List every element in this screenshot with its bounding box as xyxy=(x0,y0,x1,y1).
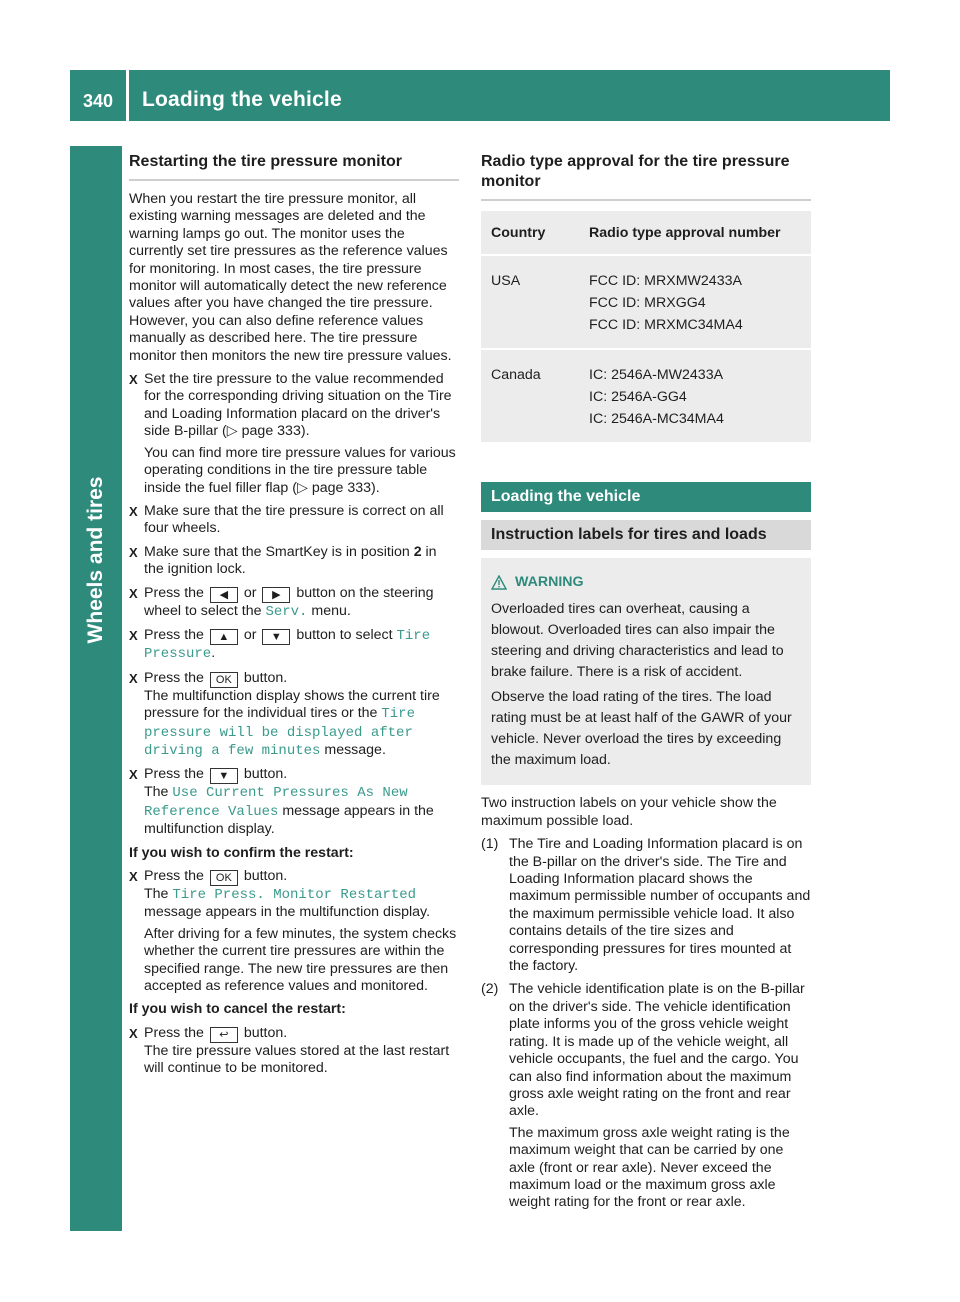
chapter-title: Loading the vehicle xyxy=(142,88,342,111)
ok-button-icon: OK xyxy=(210,672,238,688)
table-cell-country: Canada xyxy=(481,350,579,444)
page-ref-link[interactable]: page 333 xyxy=(311,479,372,496)
ok-button-icon: OK xyxy=(210,870,238,886)
page-ref-link[interactable]: page 333 xyxy=(241,423,301,440)
warning-text: Overloaded tires can overheat, causing a blowout. Overloaded tires can also impair the steering and driving characteristics and lead to brake failure. There is a risk of accident. xyxy=(491,601,784,681)
confirm-heading: If you wish to confirm the restart: xyxy=(129,844,354,861)
step-select-tire-pressure: X Press the ▲ or ▼ button to select Tire Pressure. xyxy=(129,626,431,663)
left-column xyxy=(129,152,459,1084)
display-message: Tire pressure will be displayed after driving a few minutes xyxy=(144,706,415,759)
step-note: You can find more tire pressure values for various operating conditions in the tire pressure table inside the fuel filler flap (▷ page 333). xyxy=(144,444,456,496)
down-arrow-button-icon: ▼ xyxy=(210,768,238,784)
table-row xyxy=(481,350,811,444)
step-marker-icon: X xyxy=(129,503,138,519)
page-ref-arrow-icon: ▷ xyxy=(226,423,242,440)
step-press-ok: X Press the OK button. The multifunction display shows the current tire pressure for the individual tires or the Tire pressure will be displayed after driving a few minutes message. xyxy=(129,669,440,759)
header-divider xyxy=(126,70,129,121)
right-arrow-button-icon: ▶ xyxy=(262,587,290,603)
cancel-heading: If you wish to cancel the restart: xyxy=(129,1001,346,1018)
step-marker-icon: X xyxy=(129,869,138,884)
right-column xyxy=(481,152,811,1218)
left-arrow-button-icon: ◀ xyxy=(210,587,238,603)
menu-item-tire-pressure: Tire Pressure xyxy=(144,627,431,663)
side-tab-label: Wheels and tires xyxy=(84,476,107,644)
table-header-row xyxy=(481,211,811,256)
section-band-loading: Loading the vehicle xyxy=(481,482,811,512)
table-row xyxy=(481,256,811,350)
step-marker-icon: X xyxy=(129,1025,138,1041)
step-marker-icon: X xyxy=(129,544,138,560)
back-button-icon: ↩ xyxy=(210,1027,238,1043)
step-marker-icon: X xyxy=(129,627,138,643)
section-heading-radio: Radio type approval for the tire pressure monitor xyxy=(481,152,811,201)
display-message: Use Current Pressures As New Reference Values xyxy=(144,785,408,820)
step-marker-icon: X xyxy=(129,372,138,388)
list-item: (2) The vehicle identification plate is on the B-pillar on the driver's side. The vehicle identification plate informs you of the gross vehicle weight rating. It is made up of the vehicle weight, all vehicle occupants, the fuel and the cargo. You can also find information about the maximum gross axle weight rating on the front and rear axle. The maximum gross axle weight rating is the maximum weight that can be carried by one axle (front or rear axle). Never exceed the maximum load or the maximum gross axle weight rating for the front or rear axle. xyxy=(481,981,811,1211)
list-item: (1) The Tire and Loading Information placard is on the B-pillar on the driver's side. The Tire and Loading Information placard shows the maximum permissible number of occupants and the maximum permissible vehicle load. It also contains details of the tire sizes and corresponding pressures for tires mounted at the factory. xyxy=(481,836,811,975)
display-message: Tire Press. Monitor Restarted xyxy=(172,887,417,903)
section-heading-restart: Restarting the tire pressure monitor xyxy=(129,152,459,181)
step-note: After driving for a few minutes, the system checks whether the current tire pressures are within the specified range. The new tire pressures are then accepted as reference values and monitored. xyxy=(144,925,457,995)
step-marker-icon: X xyxy=(129,585,138,601)
step-check-wheels: X Make sure that the tire pressure is correct on all four wheels. xyxy=(129,502,444,537)
menu-name-serv: Serv. xyxy=(265,603,308,620)
warning-box xyxy=(481,558,811,785)
step-set-pressure: X Set the tire pressure to the value recommended for the corresponding driving situation on the Tire and Loading Information placard on the driver's side B-pillar (▷ page 333). You can find more tire pressure values for various operating conditions in the tire pressure table inside the fuel filler flap (▷ page 333). xyxy=(129,371,459,497)
labels-intro: Two instruction labels on your vehicle show the maximum possible load. xyxy=(481,795,777,829)
approval-table xyxy=(481,211,811,444)
step-cancel: X Press the ↩ button. The tire pressure values stored at the last restart will continue to be monitored. xyxy=(129,1024,450,1077)
list-item-note: The maximum gross axle weight rating is the maximum weight that can be carried by one axle (front or rear axle). Never exceed the maximum load or the maximum gross axle weight rating for the front or rear axle. xyxy=(509,1124,790,1211)
intro-paragraph: When you restart the tire pressure monitor, all existing warning messages are deleted and the warning lamps go out. The monitor uses the currently set tire pressures as the reference values for monitoring. In most cases, the tire pressure monitor will automatically detect the new reference values after you have changed the tire pressure. However, you can also define reference values manually as described here. The tire pressure monitor then monitors the new tire pressure values. xyxy=(129,191,452,364)
step-select-serv: X Press the ◀ or ▶ button on the steering wheel to select the Serv. menu. xyxy=(129,584,434,620)
page-ref-arrow-icon: ▷ xyxy=(297,479,312,496)
warning-text: Observe the load rating of the tires. The load rating must be at least half of the GAWR of your vehicle. Never overload the tires by exceeding the maximum load. xyxy=(491,689,792,769)
table-cell-numbers: IC: 2546A-MW2433A IC: 2546A-GG4 IC: 2546A-MC34MA4 xyxy=(579,350,811,444)
step-marker-icon: X xyxy=(129,767,138,783)
warning-triangle-icon xyxy=(491,575,507,591)
up-arrow-button-icon: ▲ xyxy=(210,629,238,645)
table-cell-numbers: FCC ID: MRXMW2433A FCC ID: MRXGG4 FCC ID: MRXMC34MA4 xyxy=(579,256,811,350)
side-tab xyxy=(70,146,122,1231)
table-header-number: Radio type approval number xyxy=(579,211,811,256)
down-arrow-button-icon: ▼ xyxy=(262,629,290,645)
step-smartkey: X Make sure that the SmartKey is in position 2 in the ignition lock. xyxy=(129,543,437,578)
table-header-country: Country xyxy=(481,211,579,256)
page-number: 340 xyxy=(82,91,114,111)
step-press-down: X Press the ▼ button. The Use Current Pressures As New Reference Values message appears in the multifunction display. xyxy=(129,766,434,838)
warning-header: WARNING xyxy=(491,572,801,593)
table-cell-country: USA xyxy=(481,256,579,350)
step-marker-icon: X xyxy=(129,670,138,686)
step-confirm: X Press the OK button. The Tire Press. Monitor Restarted message appears in the multifunction display. After driving for a few minutes, the system checks whether the current tire pressures are within the specified range. The new tire pressures are then accepted as reference values and monitored. xyxy=(129,868,459,995)
section-band-labels: Instruction labels for tires and loads xyxy=(481,520,811,550)
